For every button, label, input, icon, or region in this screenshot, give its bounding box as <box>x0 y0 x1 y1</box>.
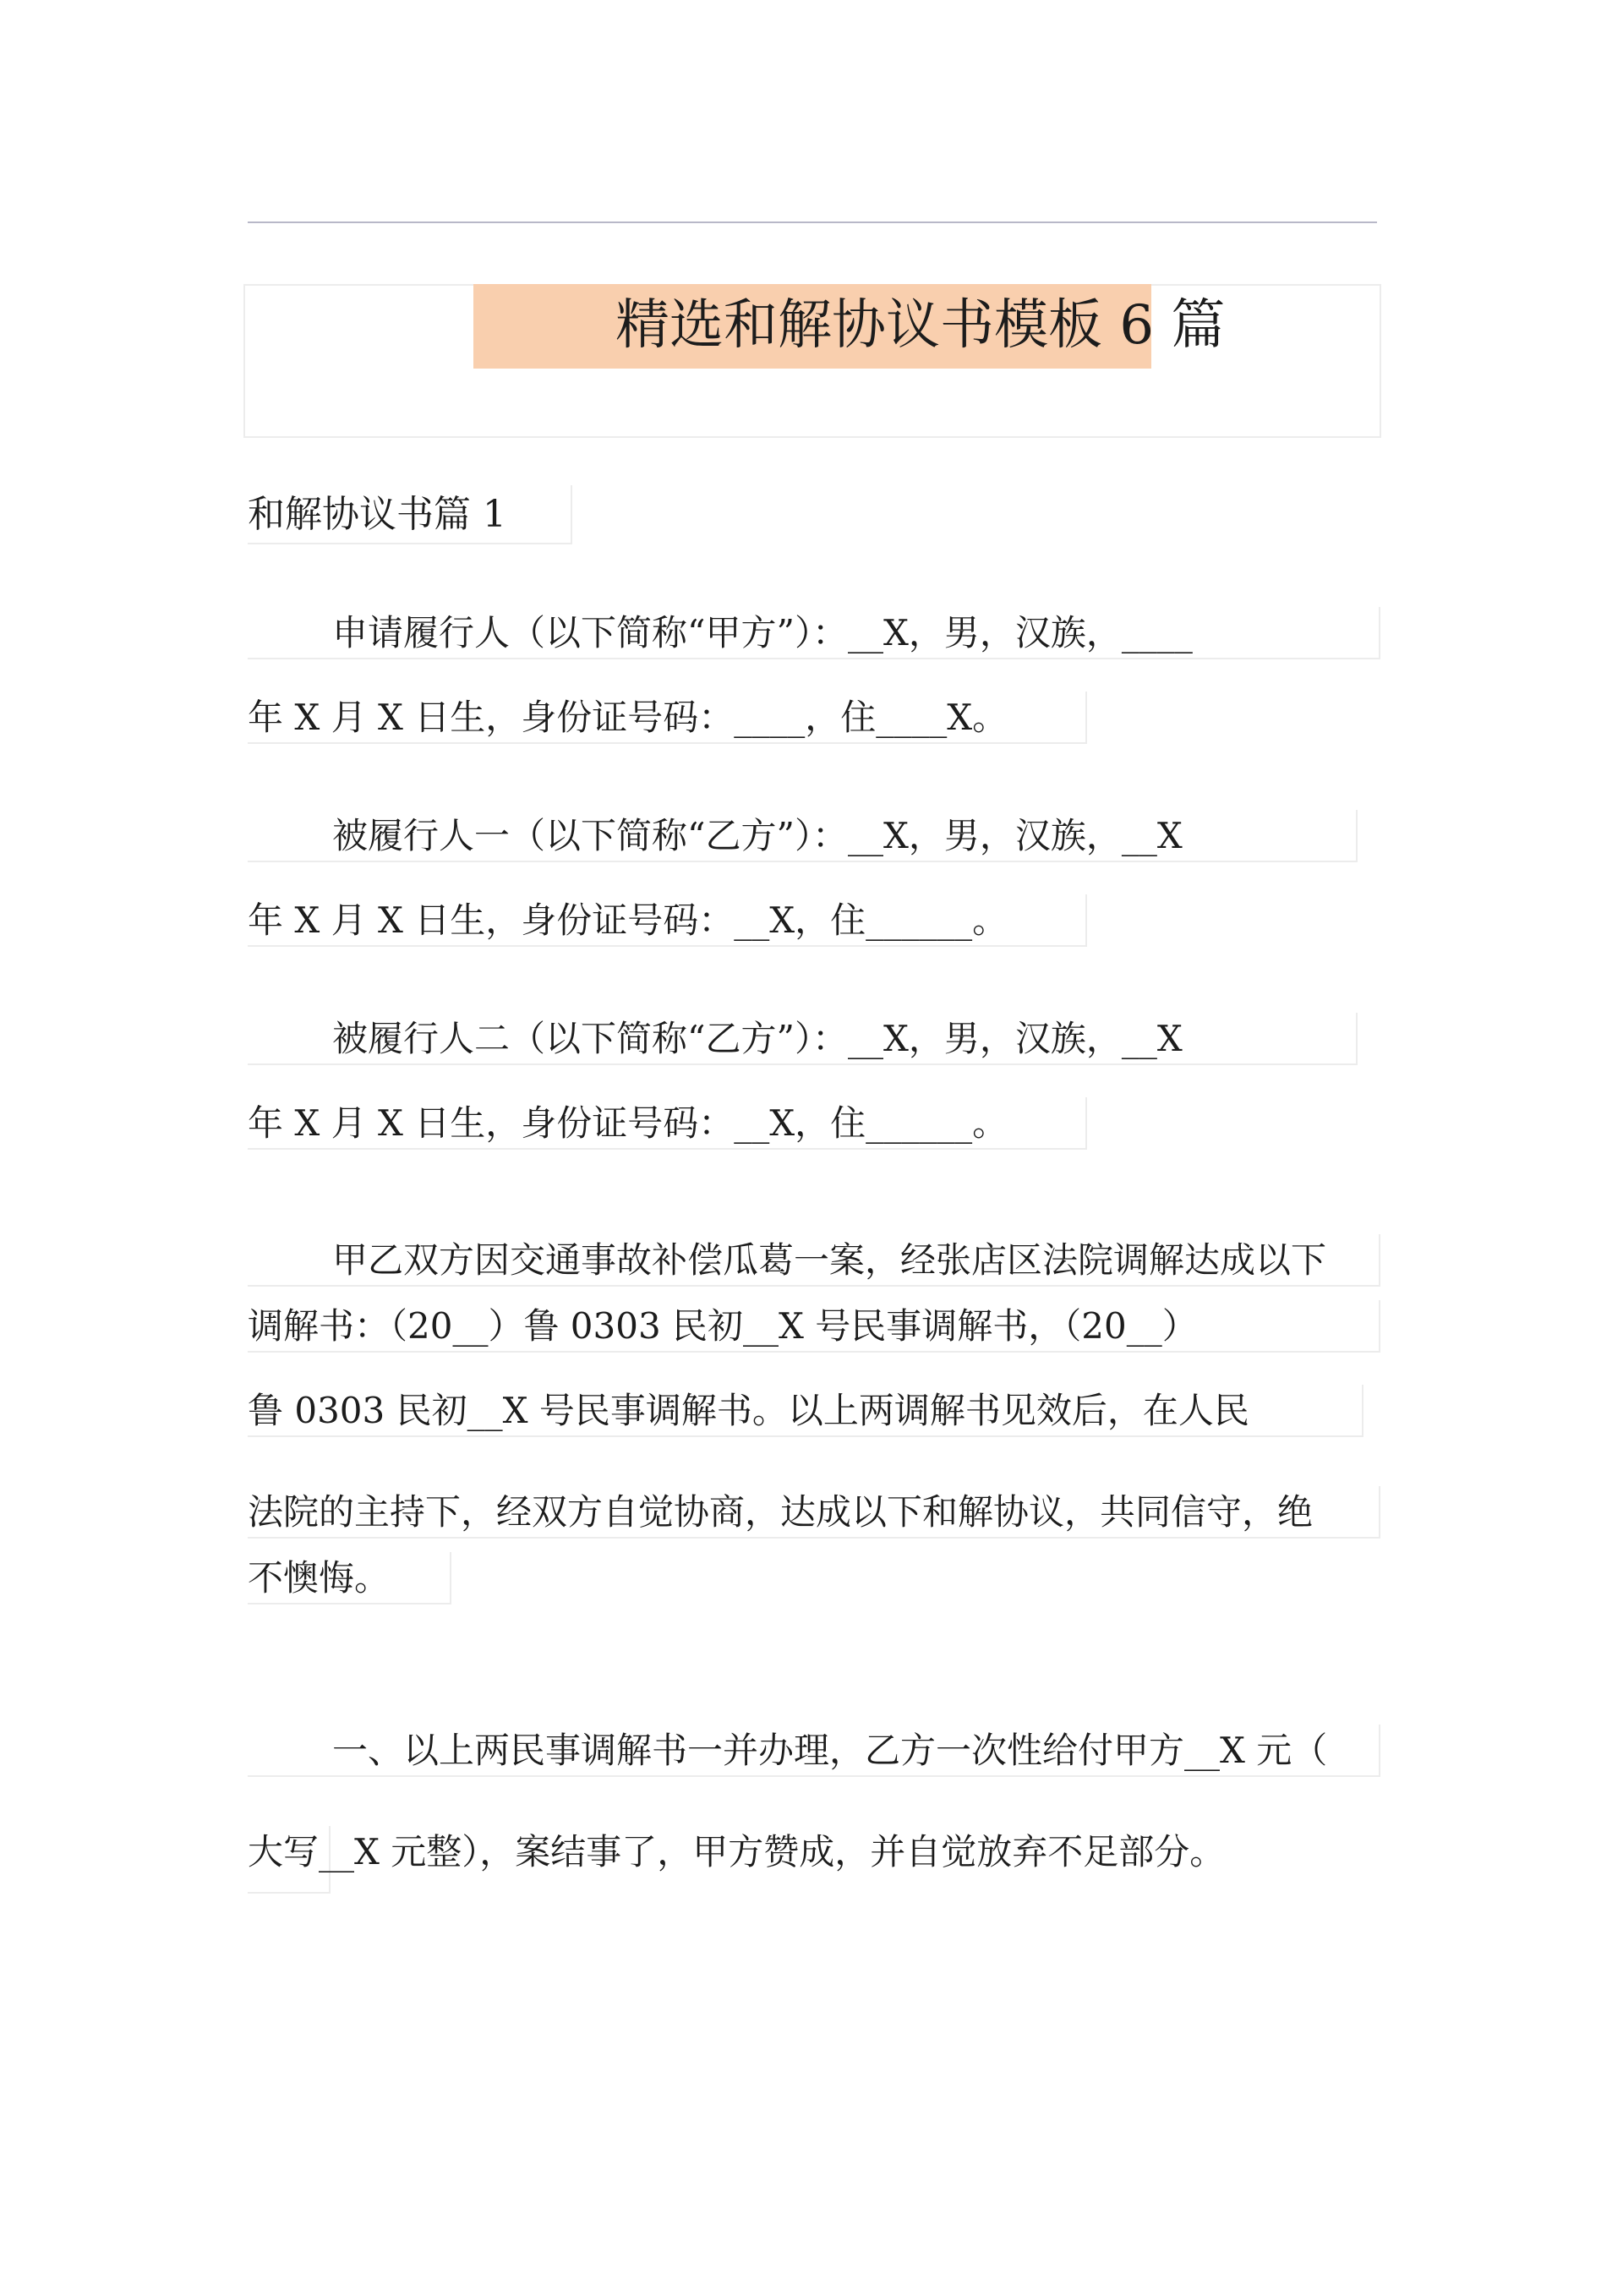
paragraph-line: 被履行人二（以下简称“乙方”）：__X，男，汉族，__X <box>332 1018 1183 1059</box>
paragraph-line: 调解书：（20__）鲁 0303 民初__X 号民事调解书，（20__） <box>248 1305 1198 1347</box>
document-title: 精选和解协议书模板 6 篇 <box>615 294 1226 357</box>
paragraph-line: 年 X 月 X 日生，身份证号码：__X，住______。 <box>248 1102 1008 1144</box>
paragraph-line: 法院的主持下，经双方自觉协商，达成以下和解协议，共同信守，绝 <box>248 1491 1314 1533</box>
paragraph-line: 年 X 月 X 日生，身份证号码：____，住____X。 <box>248 697 1008 738</box>
paragraph-line: 大写__X 元整），案结事了，甲方赞成，并自觉放弃不足部分。 <box>248 1831 1226 1872</box>
paragraph-line: 年 X 月 X 日生，身份证号码：__X，住______。 <box>248 899 1008 941</box>
paragraph-line: 一、以上两民事调解书一并办理，乙方一次性给付甲方__X 元（ <box>332 1730 1328 1771</box>
paragraph-line: 不懊悔。 <box>248 1557 391 1599</box>
paragraph-line: 被履行人一（以下简称“乙方”）：__X，男，汉族，__X <box>332 815 1183 856</box>
paragraph-line: 甲乙双方因交通事故补偿瓜葛一案，经张店区法院调解达成以下 <box>332 1239 1327 1281</box>
top-divider <box>248 221 1377 223</box>
section-heading: 和解协议书篇 1 <box>248 493 506 536</box>
paragraph-line: 申请履行人（以下简称“甲方”）：__X，男，汉族，____ <box>332 612 1193 653</box>
paragraph-line: 鲁 0303 民初__X 号民事调解书。以上两调解书见效后，在人民 <box>248 1390 1249 1431</box>
